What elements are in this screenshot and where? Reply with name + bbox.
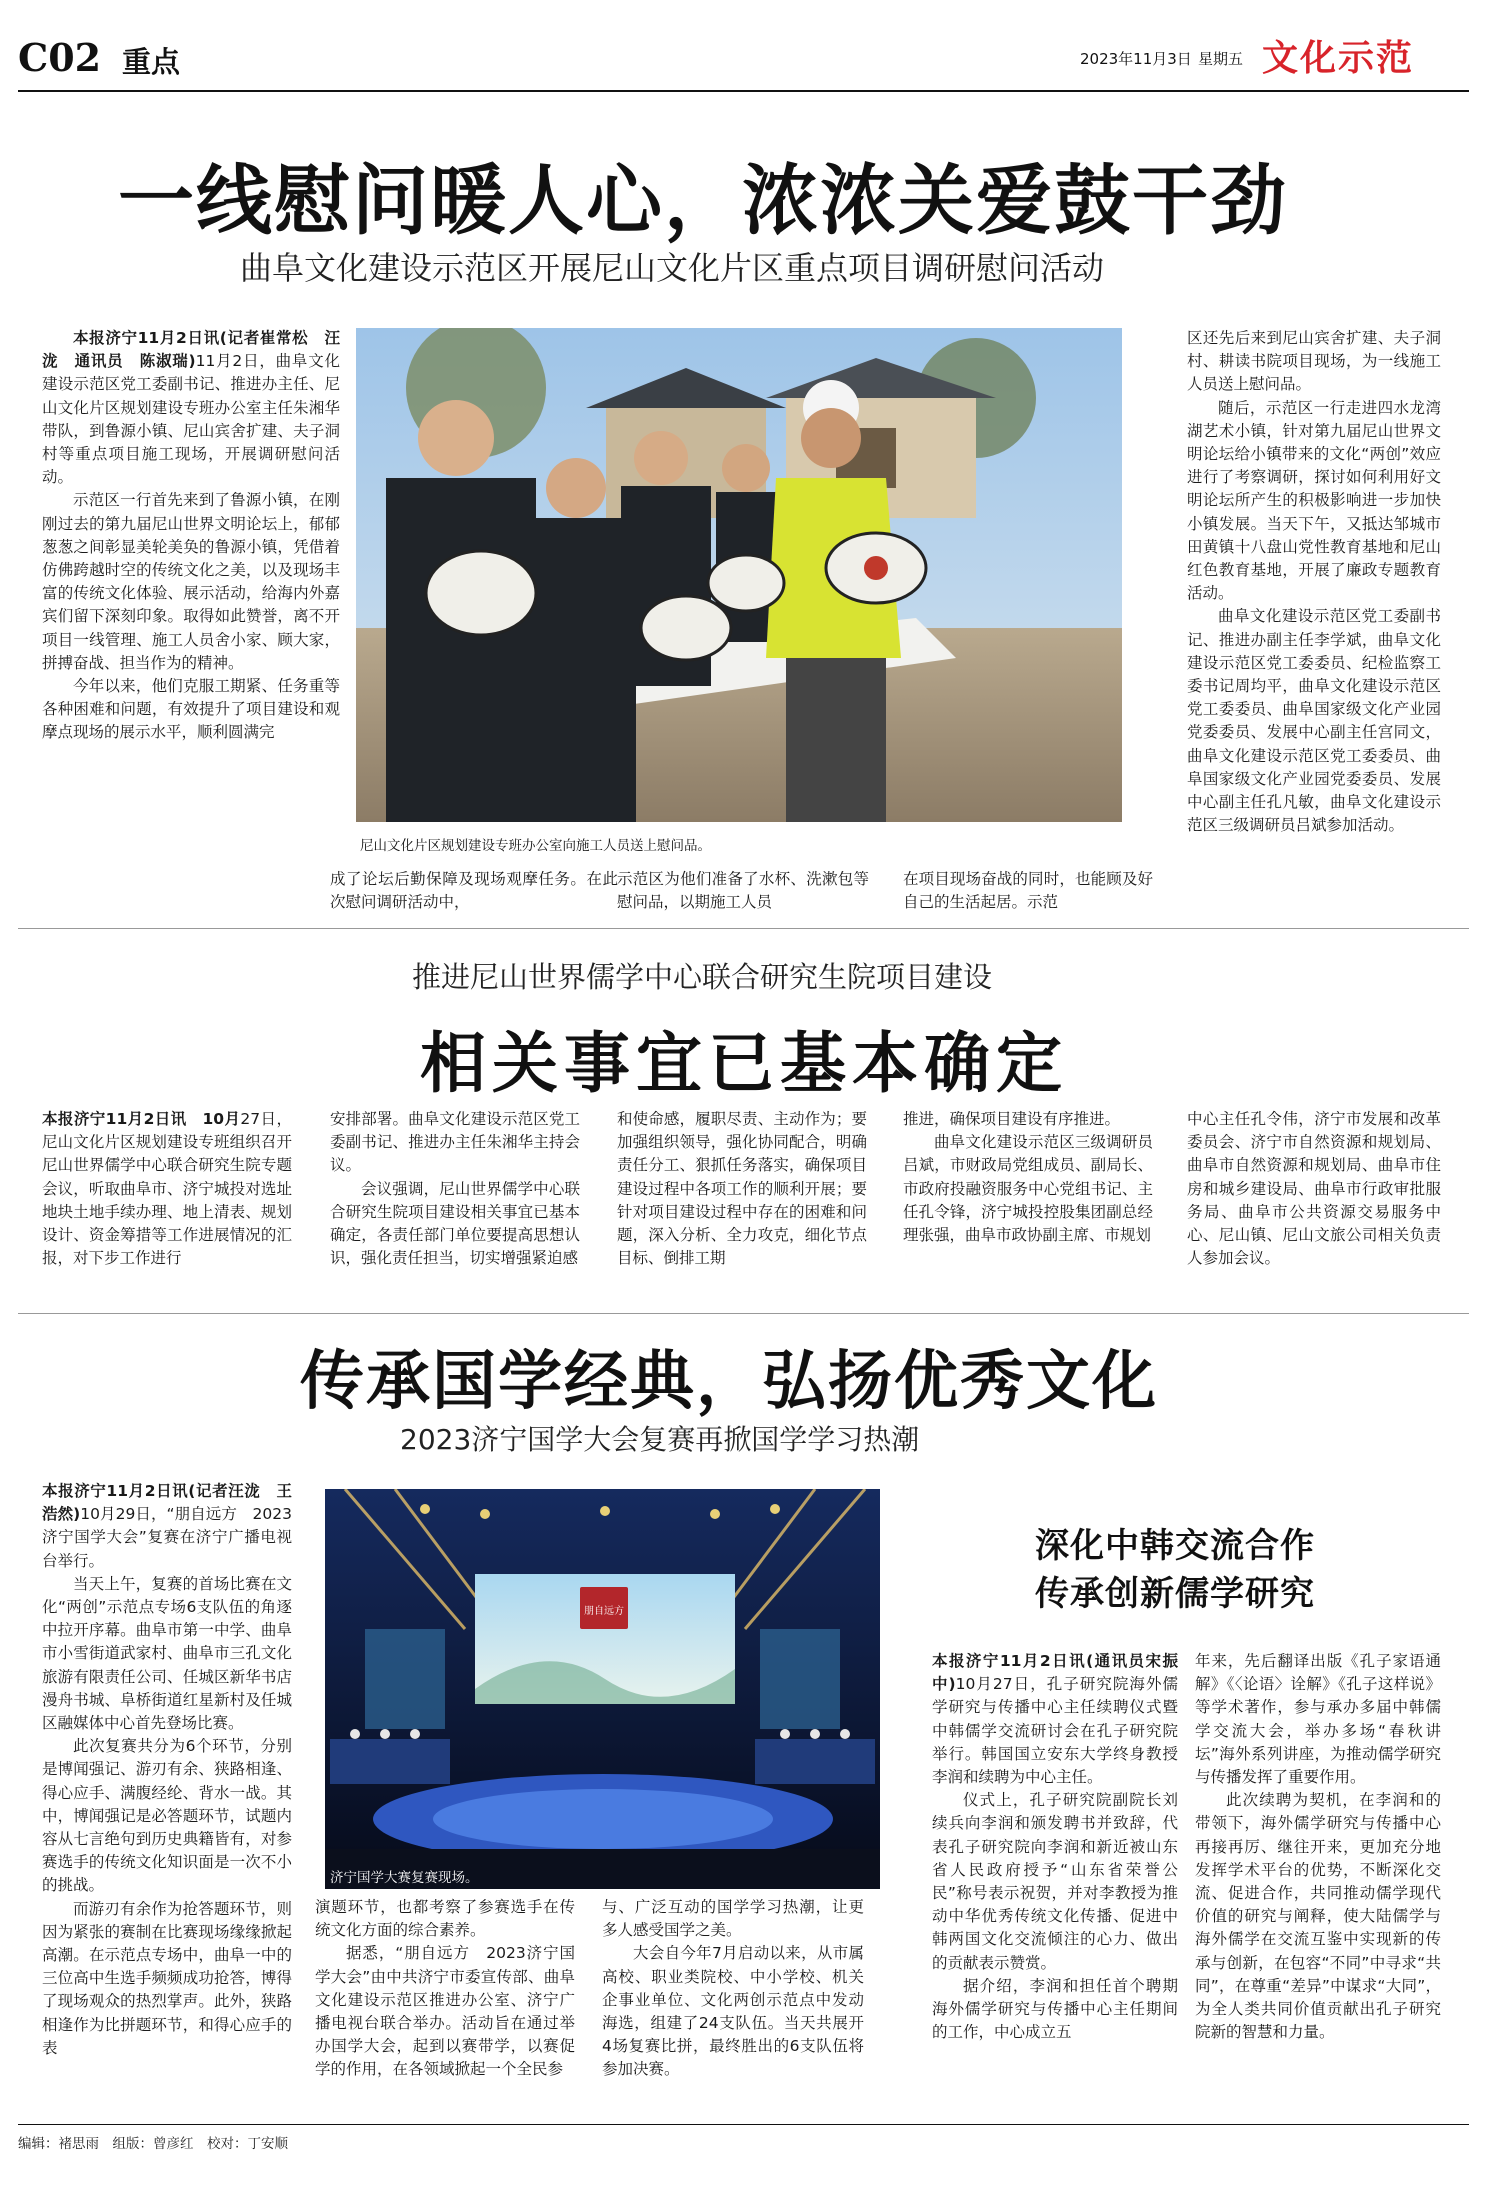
article3-paragraph: 据悉，“朋自远方 2023济宁国学大会”由中共济宁市委宣传部、曲阜文化建设示范区推进办公室、济宁广播电视台联合举办。活动旨在通过举办国学大会，起到以赛带学，以赛促学的作用，在各领域掀起一个全民参 xyxy=(315,1944,575,2079)
article4-title-line1: 深化中韩交流合作 xyxy=(1035,1526,1315,1566)
masthead-logo: 文化示范 xyxy=(1262,38,1415,79)
article1-bottom-col3 xyxy=(903,868,1153,916)
section-divider xyxy=(18,1313,1469,1314)
article1-paragraph: 曲阜文化建设示范区党工委副书记、推进办副主任李学斌，曲阜文化建设示范区党工委委员、纪检监察工委书记周均平，曲阜文化建设示范区党工委委员、曲阜国家级文化产业园党委委员、发展中心副主任宫同文，曲阜文化建设示范区党工委委员、曲阜国家级文化产业园党委委员、发展中心副主任孔凡敏，曲阜文化建设示范区三级调研员吕斌参加活动。 xyxy=(1187,607,1441,835)
article1-photo xyxy=(356,328,1122,822)
article3-subtitle: 2023济宁国学大会复赛再掀国学学习热潮 xyxy=(400,1423,920,1456)
article2-kicker: 推进尼山世界儒学中心联合研究生院项目建设 xyxy=(412,960,993,994)
article4-paragraph: 据介绍，李润和担任首个聘期海外儒学研究与传播中心主任期间的工作，中心成立五 xyxy=(932,1976,1178,2042)
footer-rule xyxy=(18,2124,1469,2125)
article3-col2 xyxy=(315,1896,575,2116)
article3-paragraph: 与、广泛互动的国学学习热潮，让更多人感受国学之美。 xyxy=(602,1898,864,1940)
article2-paragraph: 推进，确保项目建设有序推进。 xyxy=(903,1110,1121,1128)
article2-byline: 本报济宁11月2日讯 10月 xyxy=(42,1110,241,1128)
issue-weekday: 星期五 xyxy=(1198,50,1244,68)
photo-stage-scene xyxy=(325,1489,880,1889)
section-name: 重点 xyxy=(122,45,181,79)
article3-byline: 本报济宁11月2日讯(记者汪泷 王浩然) xyxy=(42,1482,292,1524)
article4-col1 xyxy=(932,1650,1178,2110)
article3-paragraph: 此次复赛共分为6个环节，分别是博闻强记、游刃有余、狭路相逢、得心应手、满腹经纶、背水一战。其中，博闻强记是必答题环节，试题内容从七言绝句到历史典籍皆有，对参赛选手的传统文化知识面是一次不小的挑战。 xyxy=(42,1737,292,1895)
article3-photo xyxy=(325,1489,880,1889)
article1-paragraph: 今年以来，他们克服工期紧、任务重等各种困难和问题，有效提升了项目建设和观摩点现场的展示水平，顺利圆满完 xyxy=(42,677,340,742)
article1-paragraph: 成了论坛后勤保障及现场观摩任务。在此次慰问调研活动中， xyxy=(330,870,618,912)
article3-title: 传承国学经典，弘扬优秀文化 xyxy=(300,1344,1158,1419)
article2-col2 xyxy=(330,1108,580,1304)
article1-paragraph: 11月2日，曲阜文化建设示范区党工委副书记、推进办主任、尼山文化片区规划建设专班办公室主任朱湘华带队，到鲁源小镇、尼山宾舍扩建、夫子洞村等重点项目施工现场，开展调研慰问活动。 xyxy=(42,352,340,487)
article2-col3 xyxy=(617,1108,867,1304)
article2-paragraph: 27日，尼山文化片区规划建设专班组织召开尼山世界儒学中心联合研究生院专题会议，听取曲阜市、济宁城投对选址地块土地手续办理、地上清表、规划设计、资金筹措等工作进展情况的汇报，对下步工作进行 xyxy=(42,1110,292,1268)
article3-paragraph: 大会自今年7月启动以来，从市属高校、职业类院校、中小学校、机关企事业单位、文化两创示范点中发动海选，组建了24支队伍。当天共展开4场复赛比拼，最终胜出的6支队伍将参加决赛。 xyxy=(602,1944,864,2079)
article3-col3 xyxy=(602,1896,864,2116)
article2-paragraph: 中心主任孔令伟，济宁市发展和改革委员会、济宁市自然资源和规划局、曲阜市自然资源和规划局、曲阜市住房和城乡建设局、曲阜市行政审批服务局、曲阜市公共资源交易服务中心、尼山镇、尼山文旅公司相关负责人参加会议。 xyxy=(1187,1110,1441,1268)
article1-paragraph: 示范区一行首先来到了鲁源小镇，在刚刚过去的第九届尼山世界文明论坛上，郁郁葱葱之间彰显美轮美奂的鲁源小镇，凭借着仿佛跨越时空的传统文化之美，以及现场丰富的传统文化体验、展示活动，给海内外嘉宾们留下深刻印象。取得如此赞誉，离不开项目一线管理、施工人员舍小家、顾大家，拼搏奋战、担当作为的精神。 xyxy=(42,491,340,672)
article1-byline: 本报济宁11月2日讯(记者崔常松 汪泷 通讯员 陈淑瑞) xyxy=(42,329,340,371)
article3-photo-caption: 济宁国学大赛复赛现场。 xyxy=(330,1870,479,1886)
article4-paragraph: 年来，先后翻译出版《孔子家语通解》《〈论语〉诠解》《孔子这样说》等学术著作，参与承办多届中韩儒学交流大会，举办多场“春秋讲坛”海外系列讲座，为推动儒学研究与传播发挥了重要作用。 xyxy=(1195,1652,1441,1787)
article1-paragraph: 在项目现场奋战的同时，也能顾及好自己的生活起居。示范 xyxy=(903,870,1153,912)
article2-col1 xyxy=(42,1108,292,1304)
article3-paragraph: 演题环节，也都考察了参赛选手在传统文化方面的综合素养。 xyxy=(315,1898,575,1940)
stage-screen-text: 朋自远方 xyxy=(584,1606,624,1617)
article1-bottom-col2 xyxy=(617,868,869,916)
page-number: C02 xyxy=(18,35,102,80)
article1-bottom-col1 xyxy=(330,868,618,916)
article4-col2 xyxy=(1195,1650,1441,2110)
article4-paragraph: 10月27日，孔子研究院海外儒学研究与传播中心主任续聘仪式暨中韩儒学交流研讨会在孔子研究院举行。韩国国立安东大学终身教授李润和续聘为中心主任。 xyxy=(932,1675,1178,1787)
article1-paragraph: 示范区为他们准备了水杯、洗漱包等慰问品，以期施工人员 xyxy=(617,870,869,912)
article3-paragraph: 10月29日，“朋自远方 2023济宁国学大会”复赛在济宁广播电视台举行。 xyxy=(42,1505,292,1570)
article2-col5 xyxy=(1187,1108,1441,1304)
article4-byline: 本报济宁11月2日讯(通讯员宋振中) xyxy=(932,1652,1178,1694)
article2-title: 相关事宜已基本确定 xyxy=(420,1024,1068,1102)
article2-col4 xyxy=(903,1108,1153,1304)
photo-condolence-scene xyxy=(356,328,1122,822)
article1-paragraph: 随后，示范区一行走进四水龙湾湖艺术小镇，针对第九届尼山世界文明论坛给小镇带来的文化“两创”效应进行了考察调研，探讨如何利用好文明论坛所产生的积极影响进一步加快小镇发展。当天下午，又抵达邹城市田黄镇十八盘山党性教育基地和尼山红色教育基地，开展了廉政专题教育活动。 xyxy=(1187,398,1441,603)
article2-paragraph: 曲阜文化建设示范区三级调研员吕斌，市财政局党组成员、副局长、市政府投融资服务中心党组书记、主任孔令锋，济宁城投控股集团副总经理张强，曲阜市政协副主席、市规划 xyxy=(903,1133,1153,1245)
article1-subtitle: 曲阜文化建设示范区开展尼山文化片区重点项目调研慰问活动 xyxy=(240,249,1105,287)
article2-paragraph: 会议强调，尼山世界儒学中心联合研究生院项目建设相关事宜已基本确定，各责任部门单位要提高思想认识，强化责任担当，切实增强紧迫感 xyxy=(330,1179,580,1268)
footer-credits: 编辑：褚思雨 组版：曾彦红 校对：丁安顺 xyxy=(18,2136,288,2152)
article3-paragraph: 而游刃有余作为抢答题环节，则因为紧张的赛制在比赛现场缘缘掀起高潮。在示范点专场中，曲阜一中的三位高中生选手频频成功抢答，博得了现场观众的热烈掌声。此外，狭路相逢作为比拼题环节，和得心应手的表 xyxy=(42,1899,292,2057)
article3-column-left xyxy=(42,1480,292,2110)
section-divider xyxy=(18,928,1469,929)
article4-paragraph: 仪式上，孔子研究院副院长刘续兵向李润和颁发聘书并致辞，代表孔子研究院向李润和新近被山东省人民政府授予“山东省荣誉公民”称号表示祝贺，并对李教授为推动中华优秀传统文化传播、促进中韩两国文化交流倾注的心力、做出的贡献表示赞赏。 xyxy=(932,1791,1178,1972)
article1-photo-caption: 尼山文化片区规划建设专班办公室向施工人员送上慰问品。 xyxy=(360,838,711,854)
issue-date: 2023年11月3日 xyxy=(1080,50,1192,68)
article2-paragraph: 和使命感，履职尽责、主动作为；要加强组织领导，强化协同配合，明确责任分工、狠抓任务落实，确保项目建设过程中各项工作的顺利开展；要针对项目建设过程中存在的困难和问题，深入分析、全力攻克，细化节点目标、倒排工期 xyxy=(617,1110,867,1268)
article2-paragraph: 安排部署。曲阜文化建设示范区党工委副书记、推进办主任朱湘华主持会议。 xyxy=(330,1110,580,1175)
article3-paragraph: 当天上午，复赛的首场比赛在文化“两创”示范点专场6支队伍的角逐中拉开序幕。曲阜市第一中学、曲阜市小雪街道武家村、曲阜市三孔文化旅游有限责任公司、任城区新华书店漫舟书城、阜桥街道红星新村及任城区融媒体中心首先登场比赛。 xyxy=(42,1574,292,1733)
article1-column-left xyxy=(42,327,340,917)
article1-title: 一线慰问暖人心，浓浓关爱鼓干劲 xyxy=(118,156,1288,245)
article4-paragraph: 此次续聘为契机，在李润和的带领下，海外儒学研究与传播中心再接再厉、继往开来，更加充分地发挥学术平台的优势，不断深化交流、促进合作，共同推动儒学现代价值的研究与阐释，使大陆儒学与海外儒学在交流互鉴中实现新的传承与创新，在包容“不同”中寻求“共同”，在尊重“差异”中谋求“大同”，为全人类共同价值贡献出孔子研究院新的智慧和力量。 xyxy=(1195,1791,1441,2042)
article1-paragraph: 区还先后来到尼山宾舍扩建、夫子洞村、耕读书院项目现场，为一线施工人员送上慰问品。 xyxy=(1187,329,1441,394)
article1-column-right xyxy=(1187,327,1441,917)
article4-title-line2: 传承创新儒学研究 xyxy=(1035,1574,1315,1614)
header-rule xyxy=(18,90,1469,92)
